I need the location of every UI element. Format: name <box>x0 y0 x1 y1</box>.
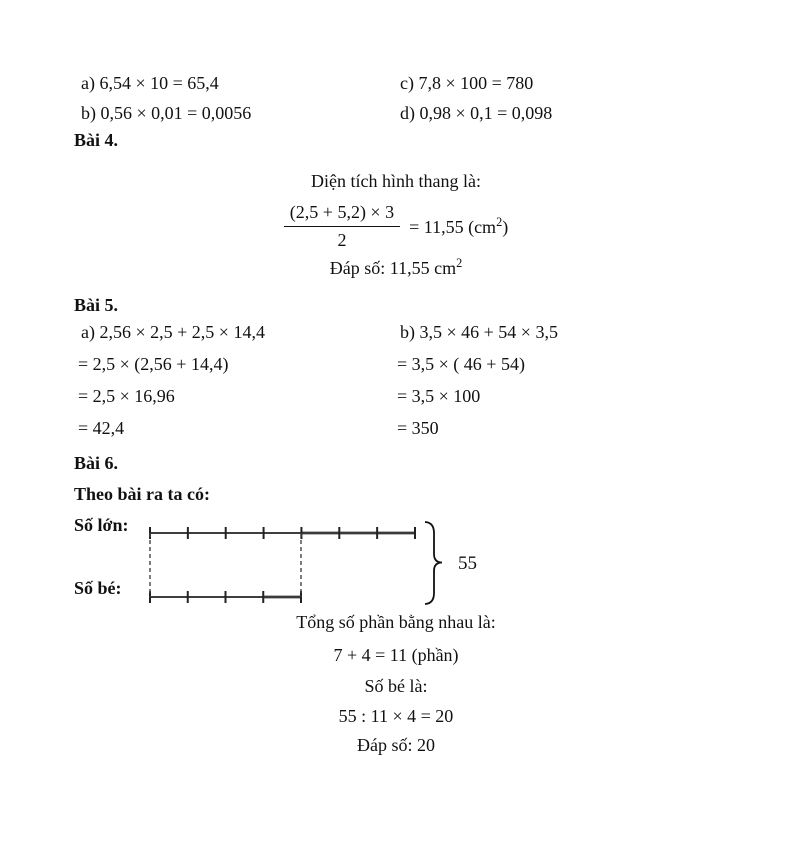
item-5b: b) 3,5 × 46 + 54 × 3,5 <box>400 322 558 342</box>
exercise6-answer: Đáp số: 20 <box>357 735 435 755</box>
exercise4-heading: Bài 4. <box>74 130 119 150</box>
item-a: a) 6,54 × 10 = 65,4 <box>81 73 219 93</box>
so-be-label: Số bé: <box>74 578 122 598</box>
fraction-result-text: = 11,55 (cm <box>409 216 497 237</box>
step-5b-2: = 3,5 × 100 <box>397 386 481 406</box>
exercise6-heading: Bài 6. <box>74 453 119 473</box>
result-5a: = 42,4 <box>78 418 125 438</box>
exercise6-intro: Theo bài ra ta có: <box>74 484 210 504</box>
exercise4-formula <box>0 199 792 253</box>
exercise6-line-3: Số bé là: <box>364 676 428 696</box>
fraction-numerator: (2,5 + 5,2) × 3 <box>284 201 400 227</box>
item-d: d) 0,98 × 0,1 = 0,098 <box>400 103 553 123</box>
step-5a-2: = 2,5 × 16,96 <box>78 386 175 406</box>
exercise4-answer-sup: 2 <box>456 256 463 270</box>
so-lon-label: Số lớn: <box>74 515 129 535</box>
fraction-denominator: 2 <box>337 230 347 250</box>
exercise4-answer <box>0 256 792 280</box>
exercise6-line-1: Tổng số phần bằng nhau là: <box>296 612 496 632</box>
total-label: 55 <box>458 553 477 574</box>
step-5b-1: = 3,5 × ( 46 + 54) <box>397 354 525 374</box>
bar-diagram <box>140 505 500 620</box>
exercise5-heading: Bài 5. <box>74 295 119 315</box>
result-5b: = 350 <box>397 418 439 438</box>
fraction-result-sup: 2 <box>496 214 503 229</box>
item-c: c) 7,8 × 100 = 780 <box>400 73 534 93</box>
brace <box>425 522 442 604</box>
exercise6-line-4: 55 : 11 × 4 = 20 <box>338 706 454 726</box>
exercise6-line-2: 7 + 4 = 11 (phần) <box>333 645 459 665</box>
exercise4-intro: Diện tích hình thang là: <box>311 171 481 191</box>
step-5a-1: = 2,5 × (2,56 + 14,4) <box>78 354 229 374</box>
fraction-result-close: ) <box>502 216 509 237</box>
item-5a: a) 2,56 × 2,5 + 2,5 × 14,4 <box>81 322 265 342</box>
exercise4-answer-text: Đáp số: 11,55 cm <box>329 258 457 278</box>
fraction <box>284 201 400 251</box>
item-b: b) 0,56 × 0,01 = 0,0056 <box>81 103 252 123</box>
fraction-result <box>409 215 508 238</box>
